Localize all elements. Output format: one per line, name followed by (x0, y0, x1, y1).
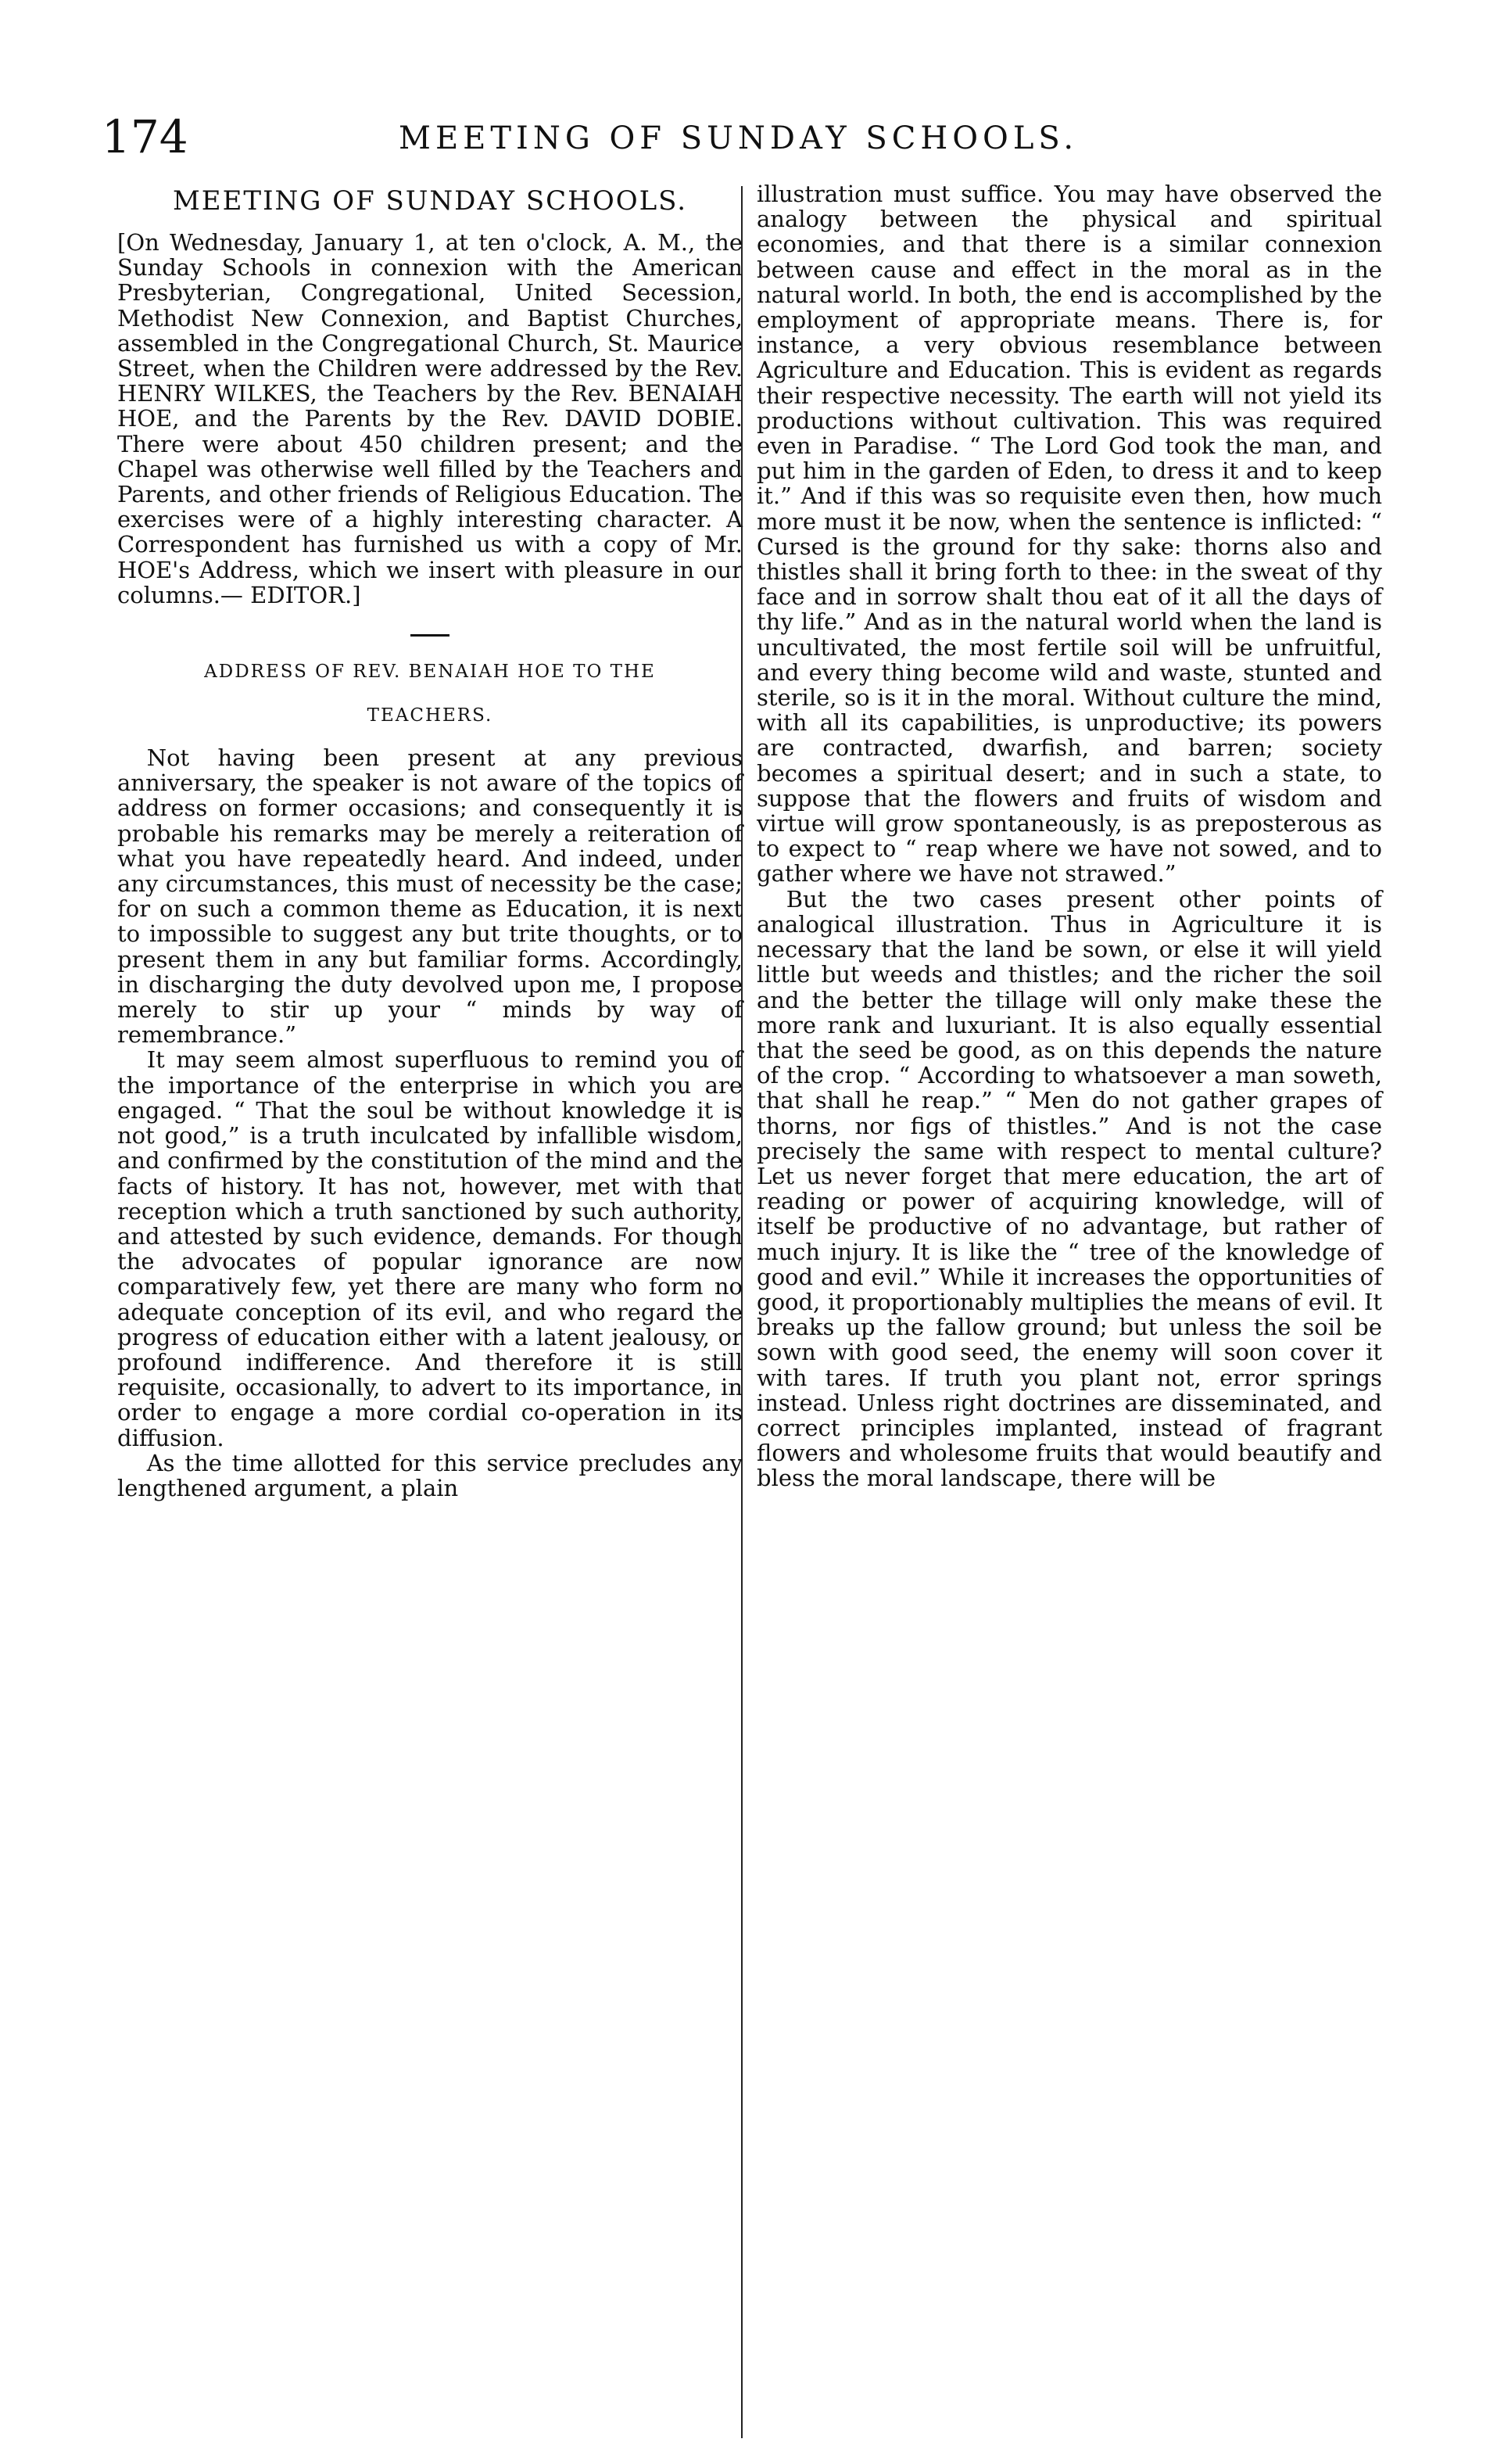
paragraph-2: It may seem almost superfluous to remind you of the importance of the enterprise in which you are engaged. “ That the soul be without knowledge it is not good,” is a truth inculcated by infallible wisdom, and confirmed by the constitution of the mind and the facts of history. It has not, however, met with that reception which a truth sanctioned by such authority, and attested by such evidence, demands. For though the advocates of popular ignorance are now comparatively few, yet there are many who form no adequate conception of its evil, and who regard the progress of education either with a latent jealousy, or profound indifference. And therefore it is still requisite, occasionally, to advert to its importance, in order to engage a more cordial co-operation in its diffusion. (117, 1046, 743, 1451)
running-title: MEETING OF SUNDAY SCHOOLS. (399, 120, 1079, 156)
paragraph-3-continued: illustration must suffice. You may have observed the analogy between the physical and spiritual economies, and that there is a similar connexion between cause and effect in the moral as in the natural world. In both, the end is accomplished by the employment of appropriate means. There is, for instance, a very obvious resemblance between Agriculture and Education. This is evident as regards their respective necessity. The earth will not yield its productions without cultivation. This was required even in Paradise. “ The Lord God took the man, and put him in the garden of Eden, to dress it and to keep it.” And if this was so requisite even then, how much more must it be now, when the sentence is inflicted: “ Cursed is the ground for thy sake: thorns also and thistles shall it bring forth to thee: in the sweat of thy face and in sorrow shalt thou eat of it all the days of thy life.” And as in the natural world when the land is uncultivated, the most fertile soil will be unfruitful, and every thing become wild and waste, stunted and sterile, so is it in the moral. Without culture the mind, with all its capabilities, is unproductive; its powers are contracted, dwarfish, and barren; society becomes a spiritual desert; and in such a state, to suppose that the flowers and fruits of wisdom and virtue will grow spontaneously, is as preposterous as to expect to “ reap where we have not sowed, and to gather where we have not strawed.” (757, 181, 1382, 888)
paragraph-1: Not having been present at any previous anniversary, the speaker is not aware of the topics of address on former occasions; and consequently it is probable his remarks may be merely a reiteration of what you have repeatedly heard. And indeed, under any circumstances, this must of necessity be the case; for on such a common theme as Education, it is next to impossible to suggest any but trite thoughts, or to present them in any but familiar forms. Accordingly, in discharging the duty devolved upon me, I propose merely to stir up your “ minds by way of remembrance.” (117, 744, 743, 1049)
address-title-line2: TEACHERS. (367, 705, 493, 726)
paragraph-4: But the two cases present other points of analogical illustration. Thus in Agriculture it is necessary that the land be sown, or else it will yield little but weeds and thistles; and the richer the soil and the better the tillage will only make these the more rank and luxuriant. It is also equally essential that the seed be good, as on this depends the nature of the crop. “ According to whatsoever a man soweth, that shall he reap.” “ Men do not gather grapes of thorns, nor figs of thistles.” And is not the case precisely the same with respect to mental culture? Let us never forget that mere education, the art of reading or power of acquiring knowledge, will of itself be productive of no advantage, but rather of much injury. It is like the “ tree of the knowledge of good and evil.” While it increases the opportunities of good, it proportionably multiplies the means of evil. It breaks up the fallow ground; but unless the soil be sown with good seed, the enemy will soon cover it with tares. If truth you plant not, error springs instead. Unless right doctrines are disseminated, and correct principles implanted, instead of fragrant flowers and wholesome fruits that would beautify and bless the moral landscape, there will be (757, 885, 1382, 1492)
address-title-line1: ADDRESS OF REV. BENAIAH HOE TO THE (204, 662, 656, 683)
page-number: 174 (102, 110, 188, 163)
section-divider (117, 622, 743, 645)
article-title: MEETING OF SUNDAY SCHOOLS. (172, 185, 688, 217)
running-head (102, 109, 1431, 164)
address-title (117, 650, 743, 737)
paragraph-3-start: As the time allotted for this service precludes any lengthened argument, a plain (117, 1449, 743, 1501)
editor-notice: [On Wednesday, January 1, at ten o'clock, A. M., the Sunday Schools in connexion with the American Presbyterian, Congregational, United Secession, Methodist New Connexion, and Baptist Churches, assembled in the Congregational Church, St. Maurice Street, when the Children were addressed by the Rev. HENRY WILKES, the Teachers by the Rev. BENAIAH HOE, and the Parents by the Rev. DAVID DOBIE. There were about 450 children present; and the Chapel was otherwise well filled by the Teachers and Parents, and other friends of Religious Education. The exercises were of a highly interesting character. A Correspondent has furnished us with a copy of Mr. HOE's Address, which we insert with pleasure in our columns.— EDITOR.] (117, 229, 743, 608)
right-column (757, 181, 1382, 1491)
left-column (117, 181, 743, 1501)
